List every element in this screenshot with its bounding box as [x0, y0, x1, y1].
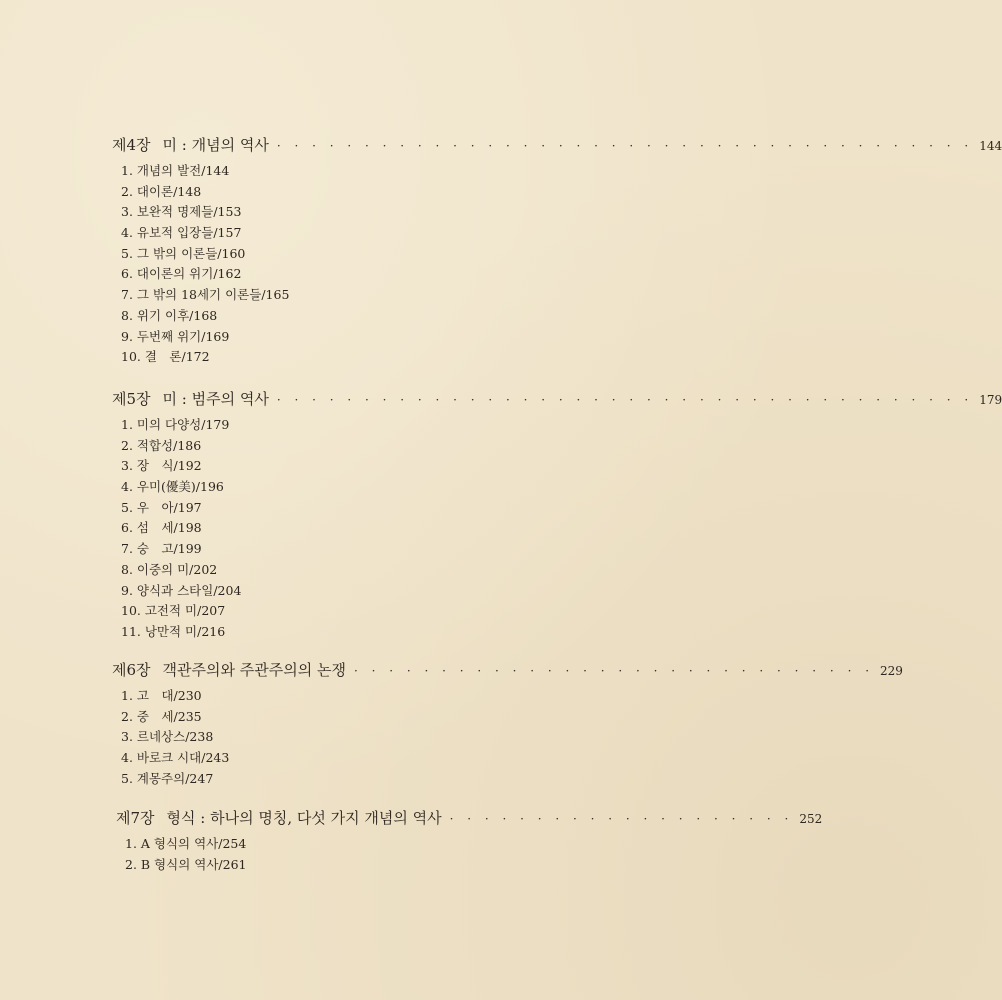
section-entry: 1. 고 대/230 [121, 688, 202, 703]
section-entry: 4. 바로크 시대/243 [121, 750, 230, 766]
chapter-title: 미 : 개념의 역사 [162, 136, 269, 154]
section-entry: 3. 장 식/192 [121, 458, 202, 474]
section-entry: 2. 대이론/148 [121, 183, 202, 199]
section-entry: 5. 계몽주의/247 [121, 770, 214, 786]
section-entry: 8. 이중의 미/202 [121, 561, 218, 577]
chapter-page-number: 229 [880, 664, 903, 678]
section-entry: 1. A 형식의 역사/254 [125, 836, 247, 851]
section-entry: 11. 낭만적 미/216 [121, 623, 226, 639]
section-entry: 8. 위기 이후/168 [121, 307, 218, 323]
chapter-page-number: 252 [799, 812, 823, 826]
chapter-6 [112, 660, 903, 789]
section-list [116, 834, 623, 875]
dot-leader: · · · · · · · · · · · · · · · · · · · · · · · · · · · · · · · · · · · · · · · · [276, 393, 974, 407]
chapter-heading [112, 135, 1002, 155]
section-list [112, 161, 620, 368]
section-entry: 6. 섬 세/198 [121, 520, 202, 536]
chapter-title: 미 : 범주의 역사 [162, 390, 269, 408]
section-entry: 1. 미의 다양성/179 [121, 417, 230, 432]
section-entry: 2. 적합성/186 [121, 437, 202, 453]
dot-leader: · · · · · · · · · · · · · · · · · · · · [449, 812, 794, 826]
section-entry: 10. 결 론/172 [121, 349, 210, 365]
section-entry: 5. 그 밖의 이론들/160 [121, 245, 246, 261]
chapter-heading [112, 389, 1002, 409]
section-list [112, 686, 620, 789]
section-entry: 3. 보완적 명제들/153 [121, 204, 242, 220]
section-entry: 4. 유보적 입장들/157 [121, 225, 242, 241]
section-entry: 7. 숭 고/199 [121, 541, 202, 557]
section-entry: 6. 대이론의 위기/162 [121, 266, 242, 282]
section-entry: 2. 중 세/235 [121, 708, 202, 724]
chapter-title: 형식 : 하나의 명칭, 다섯 가지 개념의 역사 [166, 809, 442, 827]
section-entry: 7. 그 밖의 18세기 이론들/165 [121, 287, 290, 303]
section-entry: 5. 우 아/197 [121, 499, 202, 515]
chapter-5 [112, 389, 1002, 643]
chapter-page-number: 144 [979, 139, 1002, 153]
section-entry: 3. 르네상스/238 [121, 729, 214, 745]
chapter-4 [112, 135, 1002, 368]
section-list [112, 415, 620, 643]
section-entry: 2. B 형식의 역사/261 [125, 856, 247, 872]
section-entry: 1. 개념의 발전/144 [121, 163, 230, 178]
section-entry: 10. 고전적 미/207 [121, 603, 226, 619]
section-entry: 9. 양식과 스타일/204 [121, 582, 242, 598]
chapter-heading [112, 660, 903, 680]
section-entry: 9. 두번째 위기/169 [121, 328, 230, 344]
chapter-number: 제4장 [112, 136, 151, 154]
chapter-number: 제6장 [112, 661, 151, 679]
chapter-number: 제5장 [112, 390, 151, 408]
chapter-heading [116, 808, 823, 828]
chapter-title: 객관주의와 주관주의의 논쟁 [162, 661, 346, 679]
chapter-page-number: 179 [979, 393, 1002, 407]
chapter-number: 제7장 [116, 809, 155, 827]
dot-leader: · · · · · · · · · · · · · · · · · · · · · · · · · · · · · · · · · · · · · · · · [276, 139, 974, 153]
dot-leader: · · · · · · · · · · · · · · · · · · · · · · · · · · · · · · [353, 664, 875, 678]
section-entry: 4. 우미(優美)/196 [121, 479, 224, 495]
chapter-7 [116, 808, 823, 875]
